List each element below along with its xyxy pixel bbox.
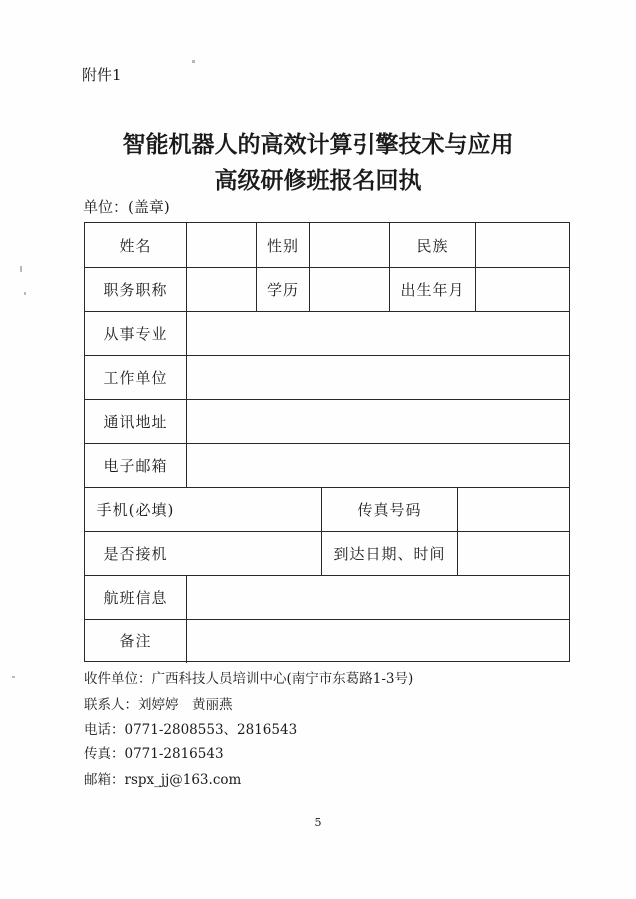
attachment-label: 附件1 <box>82 66 122 84</box>
major-field[interactable] <box>187 312 568 355</box>
gender-field[interactable] <box>310 223 389 267</box>
page-number: 5 <box>314 816 322 829</box>
work-unit-field[interactable] <box>187 356 568 399</box>
email-info: 邮箱：rspx_jj@163.com <box>84 772 242 788</box>
document-subtitle: 高级研修班报名回执 <box>214 167 422 194</box>
remarks-label: 备注 <box>119 631 152 650</box>
birth-date-label: 出生年月 <box>400 281 465 299</box>
registration-form-table <box>84 222 570 662</box>
mobile-label: 手机(必填) <box>96 501 175 519</box>
email-field[interactable] <box>187 444 568 487</box>
document-title: 智能机器人的高效计算引擎技术与应用 <box>122 131 514 158</box>
education-label: 学历 <box>266 281 299 299</box>
work-unit-label: 工作单位 <box>103 369 168 387</box>
email-label: 电子邮箱 <box>103 457 168 475</box>
flight-label: 航班信息 <box>103 589 168 607</box>
ethnicity-label: 民族 <box>416 236 449 255</box>
name-field[interactable] <box>187 223 256 267</box>
position-title-field[interactable] <box>187 268 256 311</box>
ethnicity-field[interactable] <box>476 223 568 267</box>
phone-info: 电话：0771-2808553、2816543 <box>84 722 298 738</box>
position-title-label: 职务职称 <box>103 281 168 299</box>
education-field[interactable] <box>310 268 389 311</box>
mobile-field[interactable] <box>186 488 321 531</box>
fax-info: 传真：0771-2816543 <box>84 746 224 762</box>
remarks-field[interactable] <box>187 620 568 660</box>
gender-label: 性别 <box>266 236 299 255</box>
arrival-label: 到达日期、时间 <box>333 545 446 563</box>
flight-field[interactable] <box>187 576 568 619</box>
recipient-info: 收件单位：广西科技人员培训中心(南宁市东葛路1-3号) <box>84 671 414 687</box>
scan-speck <box>20 266 22 272</box>
name-label: 姓名 <box>119 236 152 255</box>
address-field[interactable] <box>187 400 568 443</box>
scan-speck <box>24 292 26 295</box>
contact-persons: 联系人：刘婷婷 黄丽燕 <box>84 697 233 713</box>
pickup-label: 是否接机 <box>103 545 168 563</box>
address-label: 通讯地址 <box>103 413 168 431</box>
scan-speck <box>12 676 15 678</box>
arrival-field[interactable] <box>458 532 568 575</box>
major-label: 从事专业 <box>103 325 168 343</box>
unit-stamp-label: 单位：(盖章) <box>83 198 170 216</box>
scan-speck <box>192 60 195 63</box>
birth-date-field[interactable] <box>476 268 568 311</box>
fax-label: 传真号码 <box>357 501 422 519</box>
fax-field[interactable] <box>458 488 568 531</box>
pickup-field[interactable] <box>186 532 321 575</box>
